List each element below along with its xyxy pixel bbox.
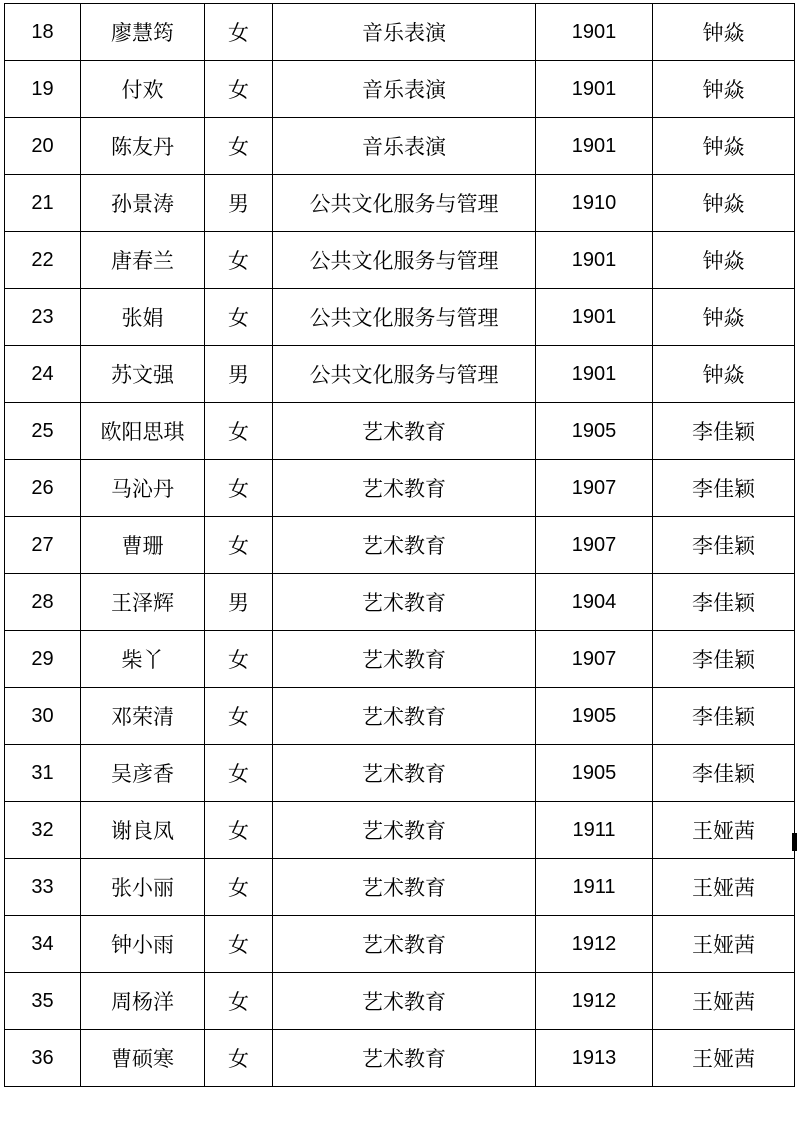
table-row [5,916,795,973]
table-row [5,460,795,517]
cell-teacher: 钟焱 [653,175,795,232]
cell-teacher: 王娅茜 [653,859,795,916]
cell-class: 1910 [536,175,653,232]
cell-number: 19 [5,61,81,118]
cell-class: 1901 [536,346,653,403]
cell-gender: 女 [205,859,273,916]
table-row [5,4,795,61]
edge-mark [792,833,797,851]
cell-name: 谢良凤 [81,802,205,859]
cell-name: 曹珊 [81,517,205,574]
cell-class: 1907 [536,460,653,517]
table-row [5,403,795,460]
cell-name: 廖慧筠 [81,4,205,61]
cell-gender: 女 [205,118,273,175]
cell-teacher: 钟焱 [653,118,795,175]
cell-class: 1912 [536,916,653,973]
cell-major: 公共文化服务与管理 [273,175,536,232]
cell-major: 艺术教育 [273,631,536,688]
table-row [5,1030,795,1087]
cell-class: 1905 [536,688,653,745]
cell-class: 1901 [536,4,653,61]
cell-major: 艺术教育 [273,1030,536,1087]
cell-teacher: 钟焱 [653,346,795,403]
cell-teacher: 李佳颖 [653,403,795,460]
cell-teacher: 王娅茜 [653,916,795,973]
table-row [5,859,795,916]
table-row [5,745,795,802]
cell-class: 1907 [536,631,653,688]
cell-teacher: 钟焱 [653,289,795,346]
cell-gender: 女 [205,916,273,973]
table-row [5,289,795,346]
table-row [5,61,795,118]
cell-name: 欧阳思琪 [81,403,205,460]
cell-gender: 男 [205,175,273,232]
cell-gender: 女 [205,631,273,688]
cell-name: 周杨洋 [81,973,205,1030]
cell-number: 22 [5,232,81,289]
cell-major: 艺术教育 [273,859,536,916]
cell-teacher: 李佳颖 [653,631,795,688]
cell-name: 柴丫 [81,631,205,688]
cell-teacher: 钟焱 [653,4,795,61]
cell-teacher: 王娅茜 [653,973,795,1030]
cell-major: 公共文化服务与管理 [273,232,536,289]
cell-number: 25 [5,403,81,460]
cell-number: 18 [5,4,81,61]
cell-number: 26 [5,460,81,517]
cell-gender: 女 [205,517,273,574]
table-row [5,574,795,631]
cell-major: 音乐表演 [273,61,536,118]
cell-class: 1913 [536,1030,653,1087]
table-row [5,346,795,403]
cell-class: 1905 [536,403,653,460]
cell-gender: 女 [205,745,273,802]
cell-class: 1911 [536,859,653,916]
cell-number: 36 [5,1030,81,1087]
cell-major: 艺术教育 [273,688,536,745]
cell-major: 音乐表演 [273,118,536,175]
cell-name: 马沁丹 [81,460,205,517]
table-body [5,4,795,1087]
cell-class: 1901 [536,232,653,289]
cell-name: 吴彦香 [81,745,205,802]
cell-name: 钟小雨 [81,916,205,973]
table-row [5,802,795,859]
cell-teacher: 王娅茜 [653,1030,795,1087]
student-table [4,3,795,1087]
table-row [5,973,795,1030]
cell-major: 艺术教育 [273,517,536,574]
table-row [5,232,795,289]
cell-gender: 女 [205,4,273,61]
cell-name: 王泽辉 [81,574,205,631]
cell-major: 艺术教育 [273,574,536,631]
cell-class: 1901 [536,118,653,175]
cell-number: 23 [5,289,81,346]
cell-number: 33 [5,859,81,916]
cell-class: 1901 [536,289,653,346]
cell-gender: 女 [205,289,273,346]
cell-name: 邓荣清 [81,688,205,745]
cell-major: 艺术教育 [273,802,536,859]
cell-gender: 女 [205,802,273,859]
table-row [5,688,795,745]
cell-name: 孙景涛 [81,175,205,232]
cell-teacher: 李佳颖 [653,574,795,631]
table-row [5,631,795,688]
cell-major: 艺术教育 [273,460,536,517]
cell-gender: 女 [205,232,273,289]
cell-teacher: 李佳颖 [653,517,795,574]
cell-class: 1905 [536,745,653,802]
cell-number: 21 [5,175,81,232]
cell-name: 苏文强 [81,346,205,403]
cell-major: 公共文化服务与管理 [273,346,536,403]
cell-number: 27 [5,517,81,574]
cell-major: 艺术教育 [273,973,536,1030]
cell-name: 付欢 [81,61,205,118]
cell-number: 20 [5,118,81,175]
cell-teacher: 李佳颖 [653,460,795,517]
cell-gender: 女 [205,688,273,745]
cell-gender: 男 [205,346,273,403]
cell-number: 35 [5,973,81,1030]
cell-major: 艺术教育 [273,916,536,973]
cell-teacher: 李佳颖 [653,745,795,802]
cell-number: 24 [5,346,81,403]
cell-number: 31 [5,745,81,802]
table-row [5,175,795,232]
cell-name: 曹硕寒 [81,1030,205,1087]
cell-gender: 女 [205,973,273,1030]
cell-major: 艺术教育 [273,745,536,802]
cell-teacher: 钟焱 [653,232,795,289]
cell-gender: 女 [205,61,273,118]
table-row [5,517,795,574]
cell-class: 1901 [536,61,653,118]
cell-number: 29 [5,631,81,688]
cell-major: 公共文化服务与管理 [273,289,536,346]
cell-name: 陈友丹 [81,118,205,175]
cell-name: 唐春兰 [81,232,205,289]
cell-teacher: 钟焱 [653,61,795,118]
cell-gender: 男 [205,574,273,631]
cell-gender: 女 [205,1030,273,1087]
table-row [5,118,795,175]
cell-class: 1907 [536,517,653,574]
cell-gender: 女 [205,460,273,517]
cell-number: 30 [5,688,81,745]
cell-class: 1904 [536,574,653,631]
cell-number: 34 [5,916,81,973]
cell-major: 音乐表演 [273,4,536,61]
cell-teacher: 王娅茜 [653,802,795,859]
cell-class: 1912 [536,973,653,1030]
cell-teacher: 李佳颖 [653,688,795,745]
cell-class: 1911 [536,802,653,859]
cell-name: 张小丽 [81,859,205,916]
cell-name: 张娟 [81,289,205,346]
cell-number: 32 [5,802,81,859]
cell-major: 艺术教育 [273,403,536,460]
cell-number: 28 [5,574,81,631]
cell-gender: 女 [205,403,273,460]
